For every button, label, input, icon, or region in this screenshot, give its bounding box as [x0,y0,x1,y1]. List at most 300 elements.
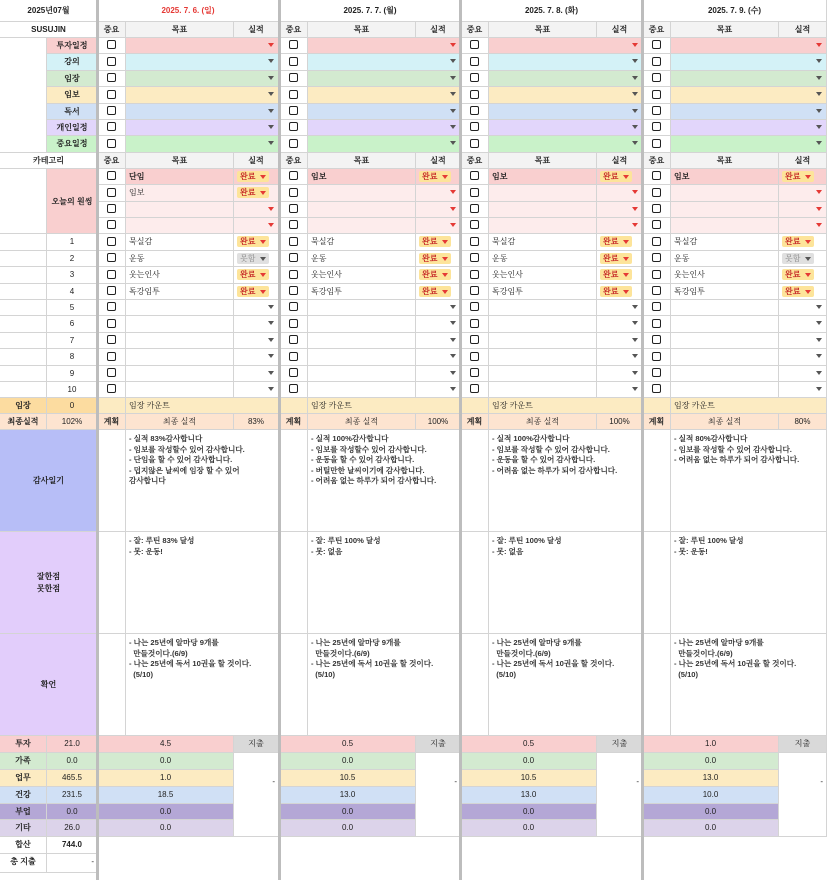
expense-value[interactable]: 0.0 [280,804,416,821]
checkbox[interactable] [652,270,661,279]
checkbox[interactable] [107,204,116,213]
expense-value[interactable]: 10.0 [643,787,779,804]
dropdown-arrow-icon[interactable] [450,59,456,63]
dropdown-arrow-icon[interactable] [632,125,638,129]
col-header-goal: 목표 [671,22,779,38]
expense-value[interactable]: 0.0 [461,820,597,837]
routine-status-cell[interactable] [597,234,643,250]
checkbox[interactable] [470,90,479,99]
routine-status-cell[interactable] [779,349,827,365]
dropdown-arrow-icon[interactable] [450,321,456,325]
routine-status-cell[interactable] [234,349,279,365]
status-chip[interactable] [600,253,632,264]
expense-value[interactable]: 0.0 [461,753,597,770]
status-chip[interactable] [600,286,632,297]
important-cell [280,136,308,152]
dropdown-arrow-icon[interactable] [450,43,456,47]
status-label: 완료 [785,270,801,280]
expense-value[interactable]: 0.0 [461,804,597,821]
checkbox[interactable] [470,57,479,66]
routine-status-cell[interactable] [597,316,643,332]
checkbox[interactable] [107,384,116,393]
checkbox[interactable] [470,237,479,246]
schedule-goal-cell[interactable] [126,87,279,103]
dropdown-arrow-icon[interactable] [816,387,822,391]
routine-status-cell[interactable] [779,251,827,267]
checkbox[interactable] [107,171,116,180]
expense-value[interactable]: 1.0 [98,770,234,787]
wish-status-cell[interactable] [779,202,827,218]
checkbox[interactable] [289,139,298,148]
status-chip[interactable] [237,171,269,182]
checkbox[interactable] [289,57,298,66]
checkbox[interactable] [652,122,661,131]
schedule-goal-cell[interactable] [489,54,643,70]
expense-value[interactable]: 10.5 [280,770,416,787]
important-cell [280,316,308,332]
checkbox[interactable] [289,73,298,82]
checkbox[interactable] [289,286,298,295]
checkbox[interactable] [652,286,661,295]
expense-value[interactable]: 0.0 [643,753,779,770]
routine-status-cell[interactable] [416,382,461,398]
wish-status-cell[interactable] [234,202,279,218]
checkbox[interactable] [289,302,298,311]
checkbox[interactable] [470,204,479,213]
dropdown-arrow-icon[interactable] [816,190,822,194]
dropdown-arrow-icon[interactable] [632,109,638,113]
checkbox[interactable] [289,188,298,197]
expense-value[interactable]: 0.5 [461,736,597,753]
affirmation-note[interactable]: - 나는 25년에 알마당 9개를 만들것이다.(6/9) - 나는 25년에 독서 10권을 할 것이다. (5/10) [308,634,461,736]
dropdown-arrow-icon[interactable] [816,321,822,325]
checkbox[interactable] [289,106,298,115]
schedule-goal-cell[interactable] [126,54,279,70]
checkbox[interactable] [107,368,116,377]
dropdown-arrow-icon[interactable] [268,371,274,375]
checkbox[interactable] [470,188,479,197]
dropdown-arrow-icon[interactable] [632,354,638,358]
schedule-goal-cell[interactable] [671,136,827,152]
routine-status-cell[interactable] [416,234,461,250]
dropdown-arrow-icon[interactable] [450,338,456,342]
schedule-goal-cell[interactable] [308,136,461,152]
routine-status-cell[interactable] [779,382,827,398]
wish-status-cell[interactable] [779,218,827,234]
status-chip[interactable] [782,253,814,264]
checkbox[interactable] [107,253,116,262]
status-chip[interactable] [600,269,632,280]
checkbox[interactable] [289,253,298,262]
schedule-goal-cell[interactable] [489,87,643,103]
dropdown-arrow-icon[interactable] [450,141,456,145]
dropdown-arrow-icon[interactable] [268,354,274,358]
expense-value[interactable]: 0.0 [280,753,416,770]
checkbox[interactable] [470,352,479,361]
checkbox[interactable] [470,122,479,131]
wish-status-cell[interactable] [234,169,279,185]
dropdown-arrow-icon[interactable] [632,387,638,391]
dropdown-arrow-icon[interactable] [632,207,638,211]
dropdown-arrow-icon[interactable] [450,371,456,375]
dropdown-arrow-icon[interactable] [450,354,456,358]
status-chip[interactable] [419,253,451,264]
checkbox[interactable] [470,286,479,295]
checkbox[interactable] [470,335,479,344]
schedule-goal-cell[interactable] [308,71,461,87]
routine-status-cell[interactable] [779,284,827,300]
expense-value[interactable]: 0.0 [98,804,234,821]
dropdown-arrow-icon[interactable] [816,59,822,63]
checkbox[interactable] [107,40,116,49]
checkbox[interactable] [470,73,479,82]
checkbox[interactable] [470,253,479,262]
checkbox[interactable] [107,220,116,229]
checkbox[interactable] [652,171,661,180]
routine-status-cell[interactable] [416,366,461,382]
status-chip[interactable] [237,236,269,247]
schedule-goal-cell[interactable] [489,120,643,136]
dropdown-arrow-icon[interactable] [268,125,274,129]
routine-status-cell[interactable] [416,333,461,349]
routine-status-cell[interactable] [597,251,643,267]
expense-value[interactable]: 0.5 [280,736,416,753]
good-bad-note[interactable]: - 잘: 루틴 100% 달성 - 못: 없음 [489,532,643,634]
important-cell [461,202,489,218]
routine-status-cell[interactable] [416,316,461,332]
schedule-goal-cell[interactable] [489,136,643,152]
checkbox[interactable] [470,368,479,377]
dropdown-arrow-icon[interactable] [816,141,822,145]
dropdown-arrow-icon[interactable] [632,59,638,63]
checkbox[interactable] [289,352,298,361]
routine-status-cell[interactable] [779,366,827,382]
checkbox[interactable] [652,352,661,361]
dropdown-arrow-icon[interactable] [268,109,274,113]
routine-status-cell[interactable] [234,234,279,250]
checkbox[interactable] [107,57,116,66]
status-chip[interactable] [782,236,814,247]
checkbox[interactable] [470,40,479,49]
wish-status-cell[interactable] [416,169,461,185]
checkbox[interactable] [652,384,661,393]
schedule-goal-cell[interactable] [308,54,461,70]
expense-value[interactable]: 0.0 [643,804,779,821]
wish-status-cell[interactable] [597,169,643,185]
schedule-goal-cell[interactable] [671,54,827,70]
checkbox[interactable] [107,286,116,295]
dropdown-arrow-icon[interactable] [268,305,274,309]
dropdown-arrow-icon[interactable] [268,141,274,145]
wish-status-cell[interactable] [779,185,827,201]
schedule-goal-cell[interactable] [671,71,827,87]
checkbox[interactable] [652,188,661,197]
schedule-goal-cell[interactable] [126,136,279,152]
dropdown-arrow-icon[interactable] [632,321,638,325]
checkbox[interactable] [652,253,661,262]
checkbox[interactable] [470,106,479,115]
dropdown-arrow-icon[interactable] [632,338,638,342]
checkbox[interactable] [107,237,116,246]
wish-status-cell[interactable] [597,185,643,201]
checkbox[interactable] [652,302,661,311]
checkbox[interactable] [652,237,661,246]
dropdown-arrow-icon[interactable] [268,387,274,391]
status-chip[interactable] [419,171,451,182]
wish-status-cell[interactable] [597,218,643,234]
status-chip[interactable] [419,236,451,247]
status-chip[interactable] [237,253,269,264]
checkbox[interactable] [289,171,298,180]
routine-status-cell[interactable] [779,234,827,250]
checkbox[interactable] [289,90,298,99]
checkbox[interactable] [652,368,661,377]
dropdown-arrow-icon[interactable] [632,141,638,145]
checkbox[interactable] [652,106,661,115]
status-chip[interactable] [600,236,632,247]
checkbox[interactable] [289,237,298,246]
routine-status-cell[interactable] [234,300,279,316]
schedule-goal-cell[interactable] [126,71,279,87]
routine-status-cell[interactable] [779,316,827,332]
status-chip[interactable] [600,171,632,182]
checkbox[interactable] [107,90,116,99]
dropdown-arrow-icon[interactable] [268,59,274,63]
routine-status-cell[interactable] [234,267,279,283]
wish-status-cell[interactable] [416,202,461,218]
checkbox[interactable] [107,335,116,344]
routine-status-cell[interactable] [234,284,279,300]
dropdown-arrow-icon[interactable] [450,207,456,211]
dropdown-arrow-icon[interactable] [816,305,822,309]
routine-status-cell[interactable] [597,349,643,365]
schedule-goal-cell[interactable] [308,87,461,103]
dash-text: - [636,777,639,787]
checkbox[interactable] [470,139,479,148]
dropdown-arrow-icon[interactable] [268,207,274,211]
routine-status-cell[interactable] [416,349,461,365]
dropdown-arrow-icon[interactable] [268,321,274,325]
dropdown-arrow-icon[interactable] [450,223,456,227]
checkbox[interactable] [289,384,298,393]
checkbox[interactable] [652,335,661,344]
dropdown-arrow-icon[interactable] [816,43,822,47]
schedule-goal-cell[interactable] [671,87,827,103]
checkbox[interactable] [107,270,116,279]
status-chip[interactable] [237,269,269,280]
schedule-goal-cell[interactable] [489,104,643,120]
routine-status-cell[interactable] [416,284,461,300]
schedule-goal-cell[interactable] [126,38,279,54]
routine-status-cell[interactable] [597,333,643,349]
checkbox[interactable] [470,319,479,328]
wish-status-cell[interactable] [234,185,279,201]
status-chip[interactable] [782,269,814,280]
checkbox[interactable] [107,122,116,131]
checkbox[interactable] [289,335,298,344]
good-bad-note[interactable]: - 잘: 루틴 100% 달성 - 못: 없음 [308,532,461,634]
checkbox[interactable] [470,270,479,279]
schedule-goal-cell[interactable] [671,104,827,120]
dropdown-arrow-icon[interactable] [450,125,456,129]
wish-status-cell[interactable] [597,202,643,218]
checkbox[interactable] [107,106,116,115]
dropdown-arrow-icon[interactable] [450,109,456,113]
expense-value[interactable]: 0.0 [280,820,416,837]
schedule-goal-cell[interactable] [308,120,461,136]
expense-value[interactable]: 13.0 [643,770,779,787]
routine-status-cell[interactable] [779,333,827,349]
checkbox[interactable] [652,139,661,148]
dropdown-arrow-icon[interactable] [450,76,456,80]
expense-value[interactable]: 1.0 [643,736,779,753]
wish-status-cell[interactable] [416,185,461,201]
schedule-goal-cell[interactable] [308,38,461,54]
dropdown-arrow-icon[interactable] [816,92,822,96]
routine-status-cell[interactable] [234,316,279,332]
status-chip[interactable] [237,187,269,198]
dropdown-arrow-icon[interactable] [268,338,274,342]
checkbox[interactable] [652,40,661,49]
dropdown-arrow-icon[interactable] [816,76,822,80]
checkbox[interactable] [470,384,479,393]
expense-value[interactable]: 10.5 [461,770,597,787]
checkbox[interactable] [289,204,298,213]
affirmation-note[interactable]: - 나는 25년에 알마당 9개를 만들것이다.(6/9) - 나는 25년에 독서 10권을 할 것이다. (5/10) [489,634,643,736]
wish-status-cell[interactable] [416,218,461,234]
gratitude-note[interactable]: - 실적 83%감사합니다 - 임보를 작성할수 있어 감사합니다. - 단임을 할 수 있어 감사합니다. - 덥지않은 날씨에 임장 할 수 있어 감사합니다 [126,430,279,532]
dropdown-arrow-icon[interactable] [632,190,638,194]
expense-value[interactable]: 0.0 [98,820,234,837]
expense-value[interactable]: 13.0 [461,787,597,804]
checkbox[interactable] [107,73,116,82]
checkbox[interactable] [470,302,479,311]
routine-status-cell[interactable] [416,267,461,283]
important-cell [98,38,126,54]
important-cell [643,366,671,382]
wish-status-cell[interactable] [779,169,827,185]
dropdown-arrow-icon[interactable] [632,305,638,309]
status-chip[interactable] [419,269,451,280]
expense-value[interactable]: 18.5 [98,787,234,804]
dropdown-arrow-icon[interactable] [632,92,638,96]
dropdown-arrow-icon[interactable] [816,207,822,211]
checkbox[interactable] [652,73,661,82]
schedule-goal-cell[interactable] [671,120,827,136]
final-result-percent: 83% [234,414,279,430]
schedule-goal-cell[interactable] [126,120,279,136]
dropdown-arrow-icon[interactable] [632,371,638,375]
dropdown-arrow-icon[interactable] [816,371,822,375]
status-chip[interactable] [419,286,451,297]
dropdown-arrow-icon[interactable] [268,76,274,80]
dropdown-arrow-icon[interactable] [816,125,822,129]
checkbox[interactable] [289,368,298,377]
routine-goal-cell: 운동 [489,251,597,267]
checkbox[interactable] [107,352,116,361]
schedule-goal-cell[interactable] [489,71,643,87]
routine-status-cell[interactable] [234,333,279,349]
routine-status-cell[interactable] [416,300,461,316]
routine-status-cell[interactable] [597,267,643,283]
routine-status-cell[interactable] [597,300,643,316]
dropdown-arrow-icon[interactable] [632,43,638,47]
routine-status-cell[interactable] [597,284,643,300]
checkbox[interactable] [289,319,298,328]
status-chip[interactable] [782,171,814,182]
schedule-label: 강의 [47,54,98,70]
schedule-goal-cell[interactable] [489,38,643,54]
checkbox[interactable] [107,139,116,148]
status-label: 완료 [240,237,256,247]
checkbox[interactable] [107,302,116,311]
dropdown-arrow-icon[interactable] [450,190,456,194]
routine-status-cell[interactable] [416,251,461,267]
schedule-goal-cell[interactable] [126,104,279,120]
good-bad-note[interactable]: - 잘: 루틴 100% 달성 - 못: 운동! [671,532,827,634]
gratitude-note[interactable]: - 실적 100%감사합니다 - 임보를 작성할수 있어 감사합니다. - 운동을 할 수 있어 감사합니다. - 버틸만한 날씨이기에 감사합니다. - 어려움 없는 하루가 되어 감사합니다. [308,430,461,532]
dropdown-arrow-icon[interactable] [450,305,456,309]
dropdown-arrow-icon[interactable] [450,387,456,391]
expense-value[interactable]: 13.0 [280,787,416,804]
checkbox[interactable] [652,220,661,229]
routine-status-cell[interactable] [779,267,827,283]
routine-status-cell[interactable] [234,382,279,398]
checkbox[interactable] [470,220,479,229]
affirmation-note[interactable]: - 나는 25년에 알마당 9개를 만들것이다.(6/9) - 나는 25년에 독서 10권을 할 것이다. (5/10) [671,634,827,736]
affirmation-note[interactable]: - 나는 25년에 알마당 9개를 만들것이다.(6/9) - 나는 25년에 독서 10권을 할 것이다. (5/10) [126,634,279,736]
dropdown-arrow-icon[interactable] [816,354,822,358]
gratitude-note[interactable]: - 실적 100%감사합니다 - 임보를 작성할 수 있어 감사합니다. - 운동을 할 수 있어 감사합니다. - 어려움 없는 하루가 되어 감사합니다. [489,430,643,532]
checkbox[interactable] [289,40,298,49]
wish-status-cell[interactable] [234,218,279,234]
dropdown-arrow-icon[interactable] [268,43,274,47]
dropdown-arrow-icon[interactable] [816,223,822,227]
checkbox[interactable] [107,319,116,328]
dropdown-arrow-icon[interactable] [816,109,822,113]
routine-status-cell[interactable] [597,366,643,382]
routine-status-cell[interactable] [234,251,279,267]
routine-status-cell[interactable] [597,382,643,398]
checkbox[interactable] [289,270,298,279]
dropdown-arrow-icon[interactable] [816,338,822,342]
status-chip[interactable] [782,286,814,297]
schedule-goal-cell[interactable] [671,38,827,54]
routine-status-cell[interactable] [234,366,279,382]
checkbox[interactable] [470,171,479,180]
expense-value[interactable]: 0.0 [98,753,234,770]
dropdown-arrow-icon[interactable] [268,92,274,96]
checkbox[interactable] [652,90,661,99]
checkbox[interactable] [289,220,298,229]
dropdown-arrow-icon[interactable] [632,223,638,227]
gratitude-note[interactable]: - 실적 80%감사합니다 - 임보를 작성할 수 있어 감사합니다. - 어려움 없는 하루가 되어 감사합니다. [671,430,827,532]
dropdown-arrow-icon[interactable] [632,76,638,80]
dropdown-arrow-icon[interactable] [268,223,274,227]
good-bad-note[interactable]: - 잘: 루틴 83% 달성 - 못: 운동! [126,532,279,634]
status-chip[interactable] [237,286,269,297]
routine-status-cell[interactable] [779,300,827,316]
expense-value[interactable]: 0.0 [643,820,779,837]
checkbox[interactable] [107,188,116,197]
expense-value[interactable]: 4.5 [98,736,234,753]
dropdown-arrow-icon[interactable] [450,92,456,96]
checkbox[interactable] [289,122,298,131]
checkbox[interactable] [652,57,661,66]
checkbox[interactable] [652,319,661,328]
checkbox[interactable] [652,204,661,213]
schedule-goal-cell[interactable] [308,104,461,120]
